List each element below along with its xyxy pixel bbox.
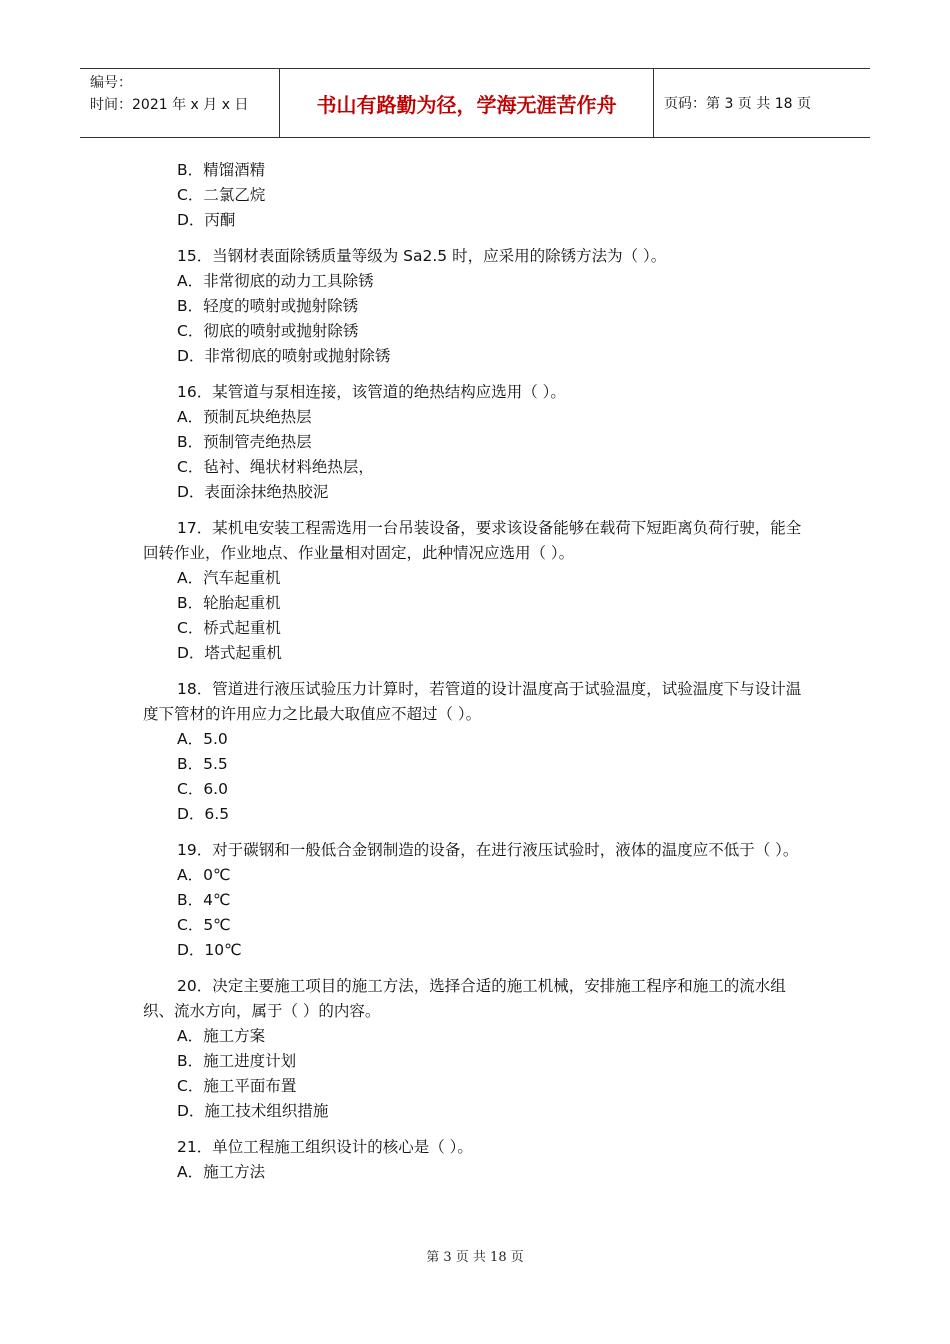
option: C．彻底的喷射或抛射除锈 xyxy=(177,322,359,340)
question-stem-16: 16．某管道与泵相连接，该管道的绝热结构应选用（ ）。 xyxy=(177,383,566,401)
header-page-number: 页码：第 3 页 共 18 页 xyxy=(664,96,811,112)
option: C．桥式起重机 xyxy=(177,619,281,637)
option: C．毡衬、绳状材料绝热层， xyxy=(177,458,374,476)
option: A．预制瓦块绝热层 xyxy=(177,408,312,426)
option: B．轻度的喷射或抛射除锈 xyxy=(177,297,359,315)
question-stem-19: 19．对于碳钢和一般低合金钢制造的设备，在进行液压试验时，液体的温度应不低于（ ）。 xyxy=(177,841,799,859)
option: B．轮胎起重机 xyxy=(177,594,281,612)
option: D．10℃ xyxy=(177,941,242,959)
code-label: 编号： xyxy=(90,75,132,91)
option: B．5.5 xyxy=(177,755,228,773)
option: D．非常彻底的喷射或抛射除锈 xyxy=(177,347,391,365)
option: A．施工方法 xyxy=(177,1163,266,1181)
option: A．施工方案 xyxy=(177,1027,266,1045)
option: B．施工进度计划 xyxy=(177,1052,297,1070)
option: D．表面涂抹绝热胶泥 xyxy=(177,483,329,501)
question-stem-21: 21．单位工程施工组织设计的核心是（ ）。 xyxy=(177,1138,473,1156)
option: B．精馏酒精 xyxy=(177,161,266,179)
option: A．非常彻底的动力工具除锈 xyxy=(177,272,374,290)
header-motto: 书山有路勤为径，学海无涯苦作舟 xyxy=(280,69,654,137)
option: A．0℃ xyxy=(177,866,231,884)
question-stem-15: 15．当钢材表面除锈质量等级为 Sa2.5 时，应采用的除锈方法为（ ）。 xyxy=(177,247,667,265)
option: B．预制管壳绝热层 xyxy=(177,433,312,451)
option: D．塔式起重机 xyxy=(177,644,282,662)
question-stem-18: 18．管道进行液压试验压力计算时，若管道的设计温度高于试验温度，试验温度下与设计温度下管材的许用应力之比最大取值应不超过（ ）。 xyxy=(143,680,802,723)
option: A．5.0 xyxy=(177,730,228,748)
option: B．4℃ xyxy=(177,891,231,909)
option: C．二氯乙烷 xyxy=(177,186,266,204)
page-footer: 第 3 页 共 18 页 xyxy=(426,1250,524,1265)
option: C．6.0 xyxy=(177,780,228,798)
option: C．5℃ xyxy=(177,916,231,934)
option: D．丙酮 xyxy=(177,211,236,229)
question-stem-17: 17．某机电安装工程需选用一台吊装设备，要求该设备能够在载荷下短距离负荷行驶，能全回转作业，作业地点、作业量相对固定，此种情况应选用（ ）。 xyxy=(143,519,802,562)
page-header xyxy=(80,68,870,138)
question-list xyxy=(143,158,813,1185)
header-meta xyxy=(80,69,280,137)
question-stem-20: 20．决定主要施工项目的施工方法，选择合适的施工机械，安排施工程序和施工的流水组织、流水方向，属于（ ）的内容。 xyxy=(143,977,786,1020)
option: D．施工技术组织措施 xyxy=(177,1102,329,1120)
option: C．施工平面布置 xyxy=(177,1077,297,1095)
option: D．6.5 xyxy=(177,805,230,823)
option: A．汽车起重机 xyxy=(177,569,281,587)
date-label: 时间：2021 年 x 月 x 日 xyxy=(90,97,249,113)
